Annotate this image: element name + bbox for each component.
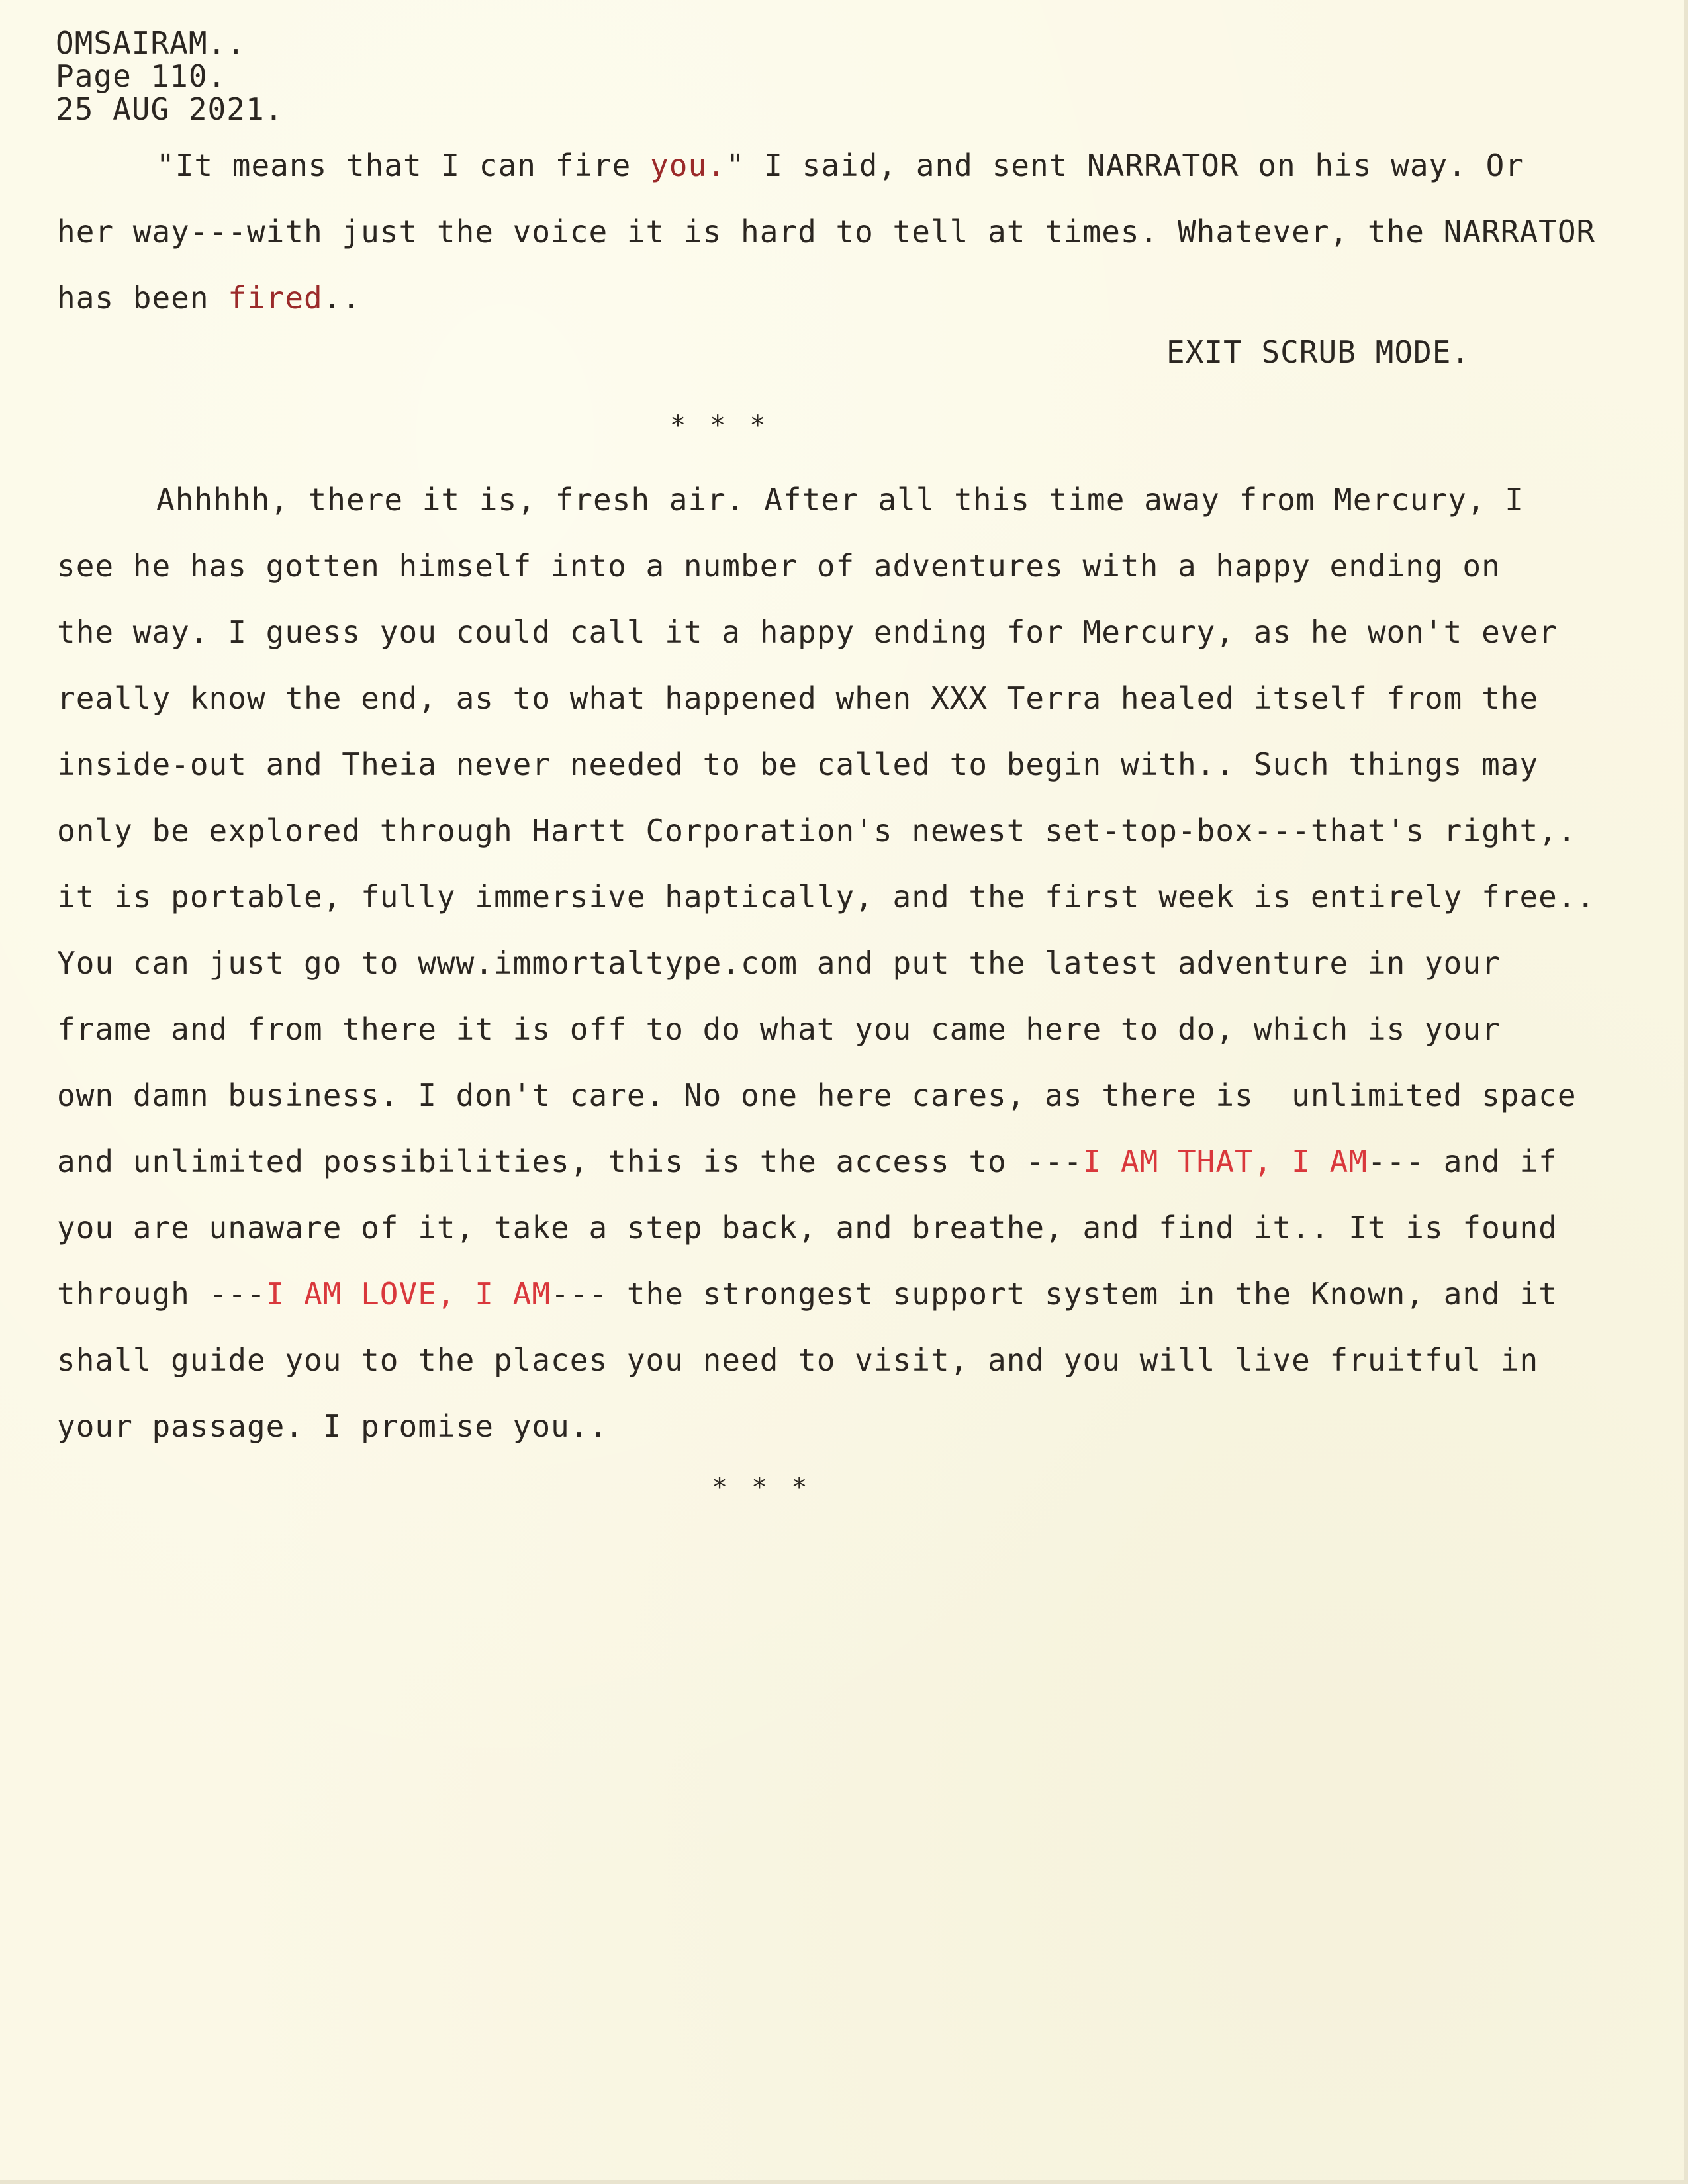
para1-line-1-text-a: "It means that I can fire xyxy=(156,148,651,183)
para2-line-5: inside-out and Theia never needed to be called to begin with.. Such things may xyxy=(57,747,1539,782)
para2-line-13-text-a: through --- xyxy=(57,1276,266,1312)
para2-line-11-text-a: and unlimited possibilities, this is the access to --- xyxy=(57,1144,1083,1179)
para2-line-13-text-c: --- the strongest support system in the Known, and it xyxy=(551,1276,1558,1312)
para2-line-11-text-c: --- and if xyxy=(1367,1144,1558,1179)
para1-line-3-text-a: has been xyxy=(57,280,228,316)
exit-scrub-mode-label: EXIT SCRUB MODE. xyxy=(1166,334,1471,370)
i-am-that-phrase: I AM THAT, I AM xyxy=(1082,1144,1368,1179)
para2-line-15: your passage. I promise you.. xyxy=(57,1408,608,1444)
para2-line-11 xyxy=(57,1128,1672,1195)
para2-line-7: it is portable, fully immersive haptically, and the first week is entirely free.. xyxy=(57,879,1596,915)
para2-line-4: really know the end, as to what happened when XXX Terra healed itself from the xyxy=(57,680,1539,716)
header-date: 25 AUG 2021. xyxy=(56,91,284,127)
para2-line-14: shall guide you to the places you need to visit, and you will live fruitful in xyxy=(57,1342,1539,1378)
para1-line-2: her way---with just the voice it is hard to tell at times. Whatever, the NARRATOR xyxy=(57,214,1596,250)
para2-line-12: you are unaware of it, take a step back, and breathe, and find it.. It is found xyxy=(57,1210,1558,1246)
para2-line-9: frame and from there it is off to do what you came here to do, which is your xyxy=(57,1011,1501,1047)
para1-line-3-text-red: fired xyxy=(228,280,323,316)
para1-line-3-text-c: .. xyxy=(322,280,361,316)
para2-line-8: You can just go to www.immortaltype.com and put the latest adventure in your xyxy=(57,945,1501,981)
section-separator-2: * * * xyxy=(712,1473,812,1503)
paragraph-1 xyxy=(57,132,1672,331)
para2-line-10: own damn business. I don't care. No one here cares, as there is unlimited space xyxy=(57,1077,1577,1113)
para1-line-1-text-red: you. xyxy=(650,148,726,183)
para2-line-3: the way. I guess you could call it a happy ending for Mercury, as he won't ever xyxy=(57,614,1558,650)
para2-line-2: see he has gotten himself into a number of adventures with a happy ending on xyxy=(57,548,1501,584)
para2-line-6: only be explored through Hartt Corporation's newest set-top-box---that's right,. xyxy=(57,813,1577,848)
para2-line-13 xyxy=(57,1261,1672,1327)
para2-line-1: Ahhhhh, there it is, fresh air. After all this time away from Mercury, I xyxy=(156,482,1524,518)
para1-line-1 xyxy=(57,132,1672,199)
header-page-number: Page 110. xyxy=(56,58,227,94)
paragraph-2 xyxy=(57,467,1672,1459)
page-header xyxy=(56,26,283,126)
para1-line-3 xyxy=(57,265,1672,331)
section-separator-1: * * * xyxy=(670,410,770,441)
para1-line-1-text-c: " I said, and sent NARRATOR on his way. Or xyxy=(726,148,1524,183)
i-am-love-phrase: I AM LOVE, I AM xyxy=(265,1276,551,1312)
header-line-1: OMSAIRAM.. xyxy=(56,25,246,61)
